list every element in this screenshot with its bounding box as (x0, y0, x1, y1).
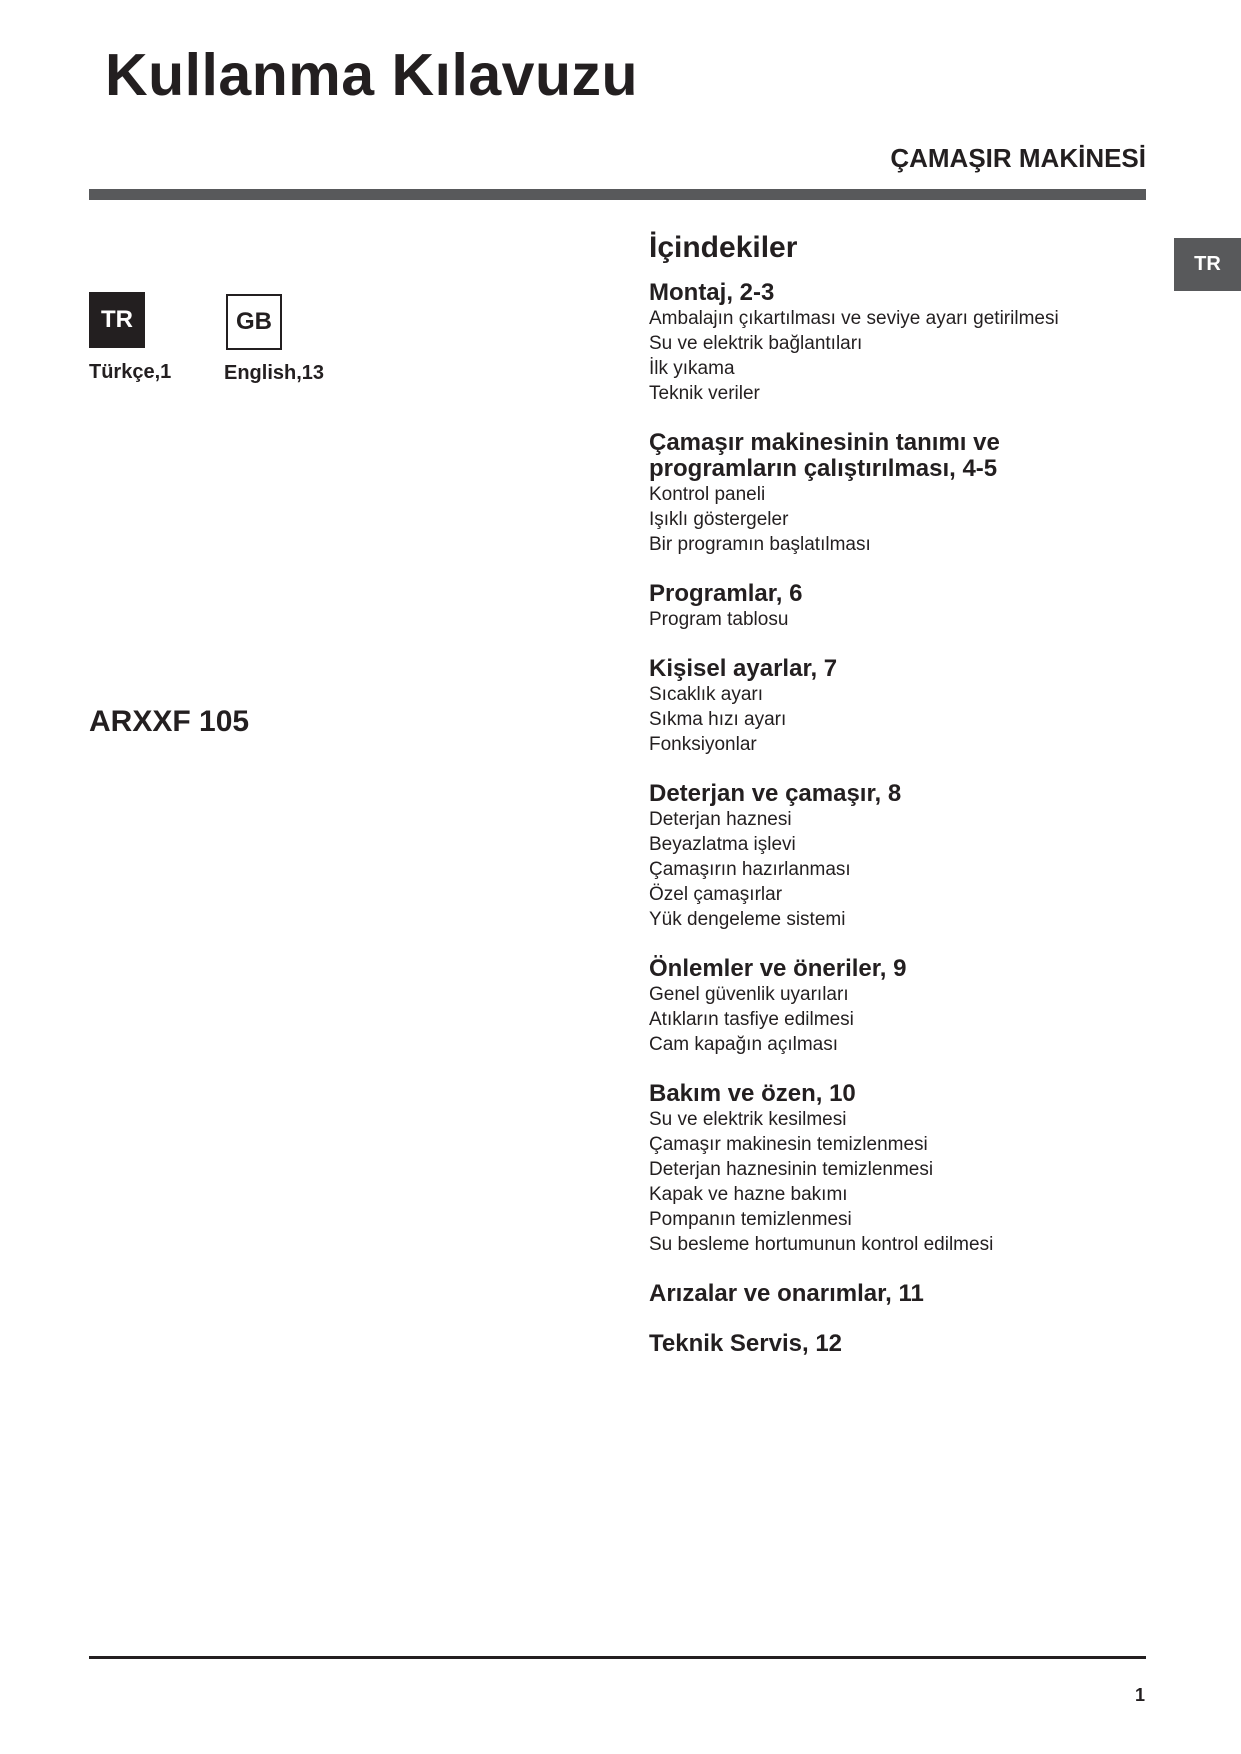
toc-heading[interactable]: Teknik Servis, 12 (649, 1330, 843, 1357)
document-title: Kullanma Kılavuzu (105, 42, 639, 108)
toc-item[interactable]: Fonksiyonlar (649, 734, 757, 755)
toc-section-onlemler (649, 956, 1149, 1057)
toc-item[interactable]: İlk yıkama (649, 358, 735, 379)
toc-section-montaj (649, 280, 1149, 406)
table-of-contents (649, 230, 1149, 1381)
language-side-tab: TR (1174, 238, 1241, 291)
toc-item[interactable]: Atıkların tasfiye edilmesi (649, 1009, 854, 1030)
toc-item[interactable]: Teknik veriler (649, 383, 760, 404)
toc-item[interactable]: Sıkma hızı ayarı (649, 709, 787, 730)
toc-item[interactable]: Bir programın başlatılması (649, 534, 871, 555)
toc-item[interactable]: Su besleme hortumunun kontrol edilmesi (649, 1234, 994, 1255)
toc-section-programlar (649, 581, 1149, 632)
toc-item[interactable]: Beyazlatma işlevi (649, 834, 796, 855)
toc-section-teknik-servis (649, 1331, 1149, 1357)
toc-item[interactable]: Genel güvenlik uyarıları (649, 984, 849, 1005)
toc-item[interactable]: Ambalajın çıkartılması ve seviye ayarı getirilmesi (649, 308, 1059, 329)
toc-item[interactable]: Su ve elektrik kesilmesi (649, 1109, 847, 1130)
toc-item[interactable]: Kontrol paneli (649, 484, 766, 505)
toc-item[interactable]: Pompanın temizlenmesi (649, 1209, 852, 1230)
product-type-heading: ÇAMAŞIR MAKİNESİ (890, 143, 1146, 173)
toc-item[interactable]: Cam kapağın açılması (649, 1034, 839, 1055)
toc-section-deterjan (649, 781, 1149, 932)
toc-heading[interactable]: Arızalar ve onarımlar, 11 (649, 1280, 924, 1307)
toc-heading[interactable]: Deterjan ve çamaşır, 8 (649, 780, 902, 807)
toc-title: İçindekiler (649, 231, 798, 264)
toc-item[interactable]: Yük dengeleme sistemi (649, 909, 846, 930)
toc-item[interactable]: Deterjan haznesinin temizlenmesi (649, 1159, 934, 1180)
toc-heading[interactable]: Çamaşır makinesinin tanımı ve programların çalıştırılması, 4-5 (649, 429, 1000, 482)
page-number: 1 (1134, 1685, 1145, 1705)
toc-heading[interactable]: Önlemler ve öneriler, 9 (649, 955, 907, 982)
language-link-turkish[interactable]: Türkçe,1 (89, 361, 172, 383)
toc-heading[interactable]: Bakım ve özen, 10 (649, 1080, 856, 1107)
toc-heading[interactable]: Programlar, 6 (649, 580, 803, 607)
toc-item[interactable]: Çamaşır makinesin temizlenmesi (649, 1134, 928, 1155)
toc-item[interactable]: Kapak ve hazne bakımı (649, 1184, 848, 1205)
footer-divider (89, 1656, 1146, 1659)
toc-section-tanim (649, 430, 1149, 557)
toc-section-arizalar (649, 1281, 1149, 1307)
language-link-english[interactable]: English,13 (224, 362, 325, 384)
toc-item[interactable]: Sıcaklık ayarı (649, 684, 764, 705)
toc-section-kisisel-ayarlar (649, 656, 1149, 757)
language-badge-tr[interactable]: TR (89, 292, 145, 348)
toc-heading[interactable]: Kişisel ayarlar, 7 (649, 655, 838, 682)
model-number: ARXXF 105 (89, 705, 250, 738)
header-divider (89, 189, 1146, 200)
toc-item[interactable]: Çamaşırın hazırlanması (649, 859, 851, 880)
toc-item[interactable]: Su ve elektrik bağlantıları (649, 333, 863, 354)
toc-item[interactable]: Özel çamaşırlar (649, 884, 783, 905)
toc-item[interactable]: Işıklı göstergeler (649, 509, 789, 530)
toc-section-bakim (649, 1081, 1149, 1257)
toc-item[interactable]: Program tablosu (649, 609, 789, 630)
toc-heading[interactable]: Montaj, 2-3 (649, 279, 775, 306)
toc-item[interactable]: Deterjan haznesi (649, 809, 792, 830)
language-badge-gb[interactable]: GB (226, 294, 282, 350)
